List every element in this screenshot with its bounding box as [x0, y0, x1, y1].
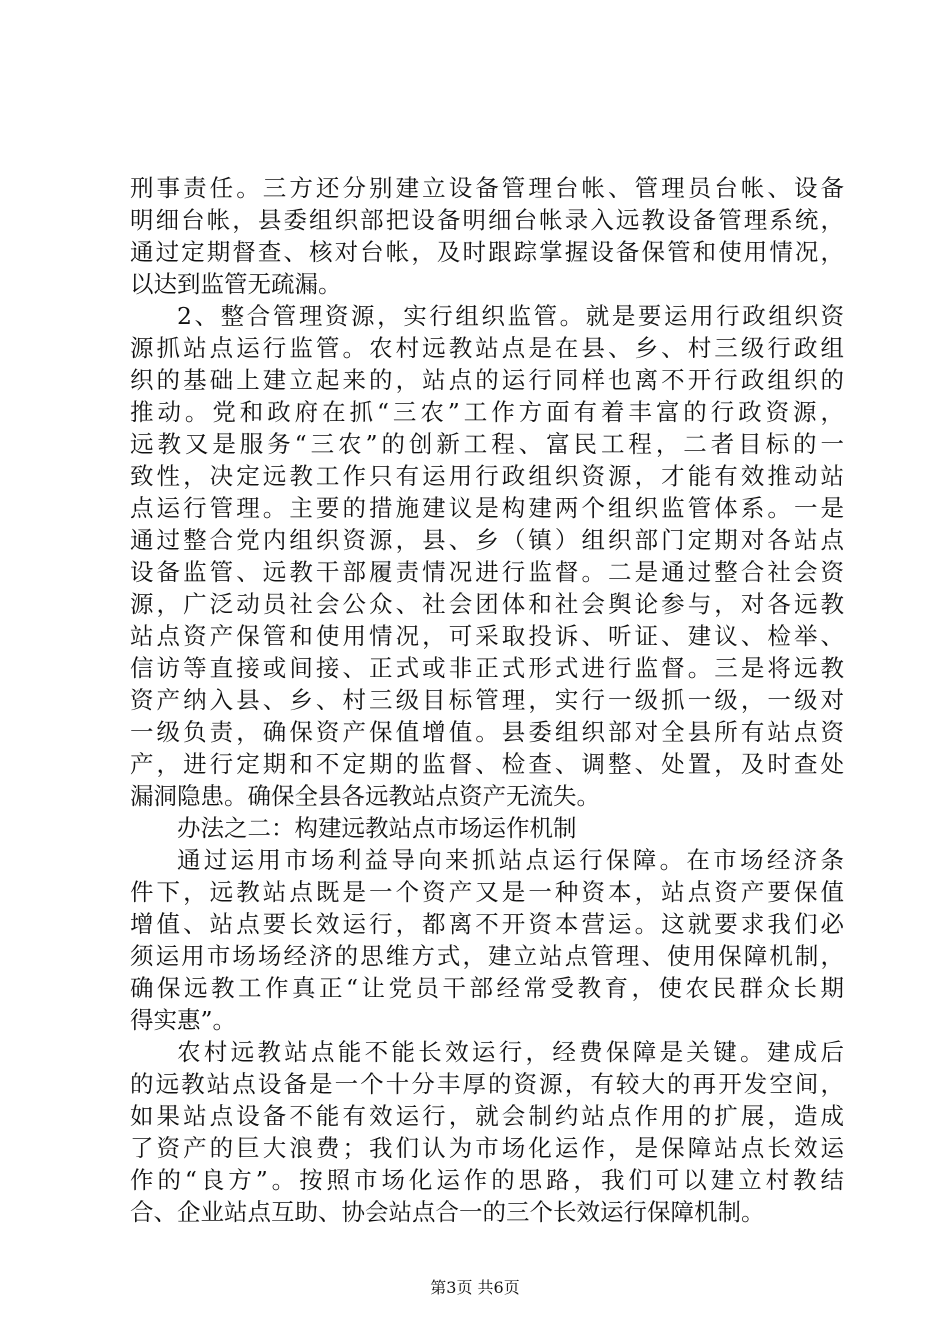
text-line: 得实惠”。	[130, 1006, 237, 1034]
text-line: 站点资产保管和使用情况，可采取投诉、听证、建议、检举、	[130, 622, 844, 650]
text-line: 资产纳入县、乡、村三级目标管理，实行一级抓一级，一级对	[130, 686, 844, 714]
text-line: 合、企业站点互助、协会站点合一的三个长效运行保障机制。	[130, 1198, 765, 1226]
text-line: 了资产的巨大浪费；我们认为市场化运作，是保障站点长效运	[130, 1134, 844, 1162]
text-line: 2、整合管理资源，实行组织监管。就是要运用行政组织资	[177, 302, 844, 330]
text-line: 织的基础上建立起来的，站点的运行同样也离不开行政组织的	[130, 366, 844, 394]
text-line: 通过整合党内组织资源，县、乡（镇）组织部门定期对各站点	[130, 526, 844, 554]
text-line: 漏洞隐患。确保全县各远教站点资产无流失。	[130, 782, 600, 810]
text-line: 确保远教工作真正“让党员干部经常受教育，使农民群众长期	[130, 974, 844, 1002]
document-body	[130, 172, 844, 1228]
text-line: 源，广泛动员社会公众、社会团体和社会舆论参与，对各远教	[130, 590, 844, 618]
text-line: 农村远教站点能不能长效运行，经费保障是关键。建成后	[177, 1038, 844, 1066]
text-line: 产，进行定期和不定期的监督、检查、调整、处置，及时查处	[130, 750, 844, 778]
text-line: 一级负责，确保资产保值增值。县委组织部对全县所有站点资	[130, 718, 844, 746]
text-line: 的远教站点设备是一个十分丰厚的资源，有较大的再开发空间，	[130, 1070, 844, 1098]
text-line: 以达到监管无疏漏。	[130, 270, 342, 298]
text-line: 作的“良方”。按照市场化运作的思路，我们可以建立村教结	[130, 1166, 844, 1194]
text-line: 明细台帐，县委组织部把设备明细台帐录入远教设备管理系统，	[130, 206, 844, 234]
text-line: 点运行管理。主要的措施建议是构建两个组织监管体系。一是	[130, 494, 844, 522]
text-line: 致性，决定远教工作只有运用行政组织资源，才能有效推动站	[130, 462, 844, 490]
text-line: 增值、站点要长效运行，都离不开资本营运。这就要求我们必	[130, 910, 844, 938]
text-line: 件下，远教站点既是一个资产又是一种资本，站点资产要保值	[130, 878, 844, 906]
text-line: 须运用市场场经济的思维方式，建立站点管理、使用保障机制，	[130, 942, 844, 970]
text-line: 信访等直接或间接、正式或非正式形式进行监督。三是将远教	[130, 654, 844, 682]
text-line: 远教又是服务“三农”的创新工程、富民工程，二者目标的一	[130, 430, 844, 458]
section-heading: 办法之二：构建远教站点市场运作机制	[177, 814, 577, 842]
text-line: 刑事责任。三方还分别建立设备管理台帐、管理员台帐、设备	[130, 174, 844, 202]
text-line: 推动。党和政府在抓“三农”工作方面有着丰富的行政资源，	[130, 398, 844, 426]
text-line: 如果站点设备不能有效运行，就会制约站点作用的扩展，造成	[130, 1102, 844, 1130]
text-line: 源抓站点运行监管。农村远教站点是在县、乡、村三级行政组	[130, 334, 844, 362]
text-line: 通过运用市场利益导向来抓站点运行保障。在市场经济条	[177, 846, 844, 874]
page-number: 第3页 共6页	[430, 1278, 520, 1297]
text-line: 设备监管、远教干部履责情况进行监督。二是通过整合社会资	[130, 558, 844, 586]
text-line: 通过定期督查、核对台帐，及时跟踪掌握设备保管和使用情况，	[130, 238, 844, 266]
